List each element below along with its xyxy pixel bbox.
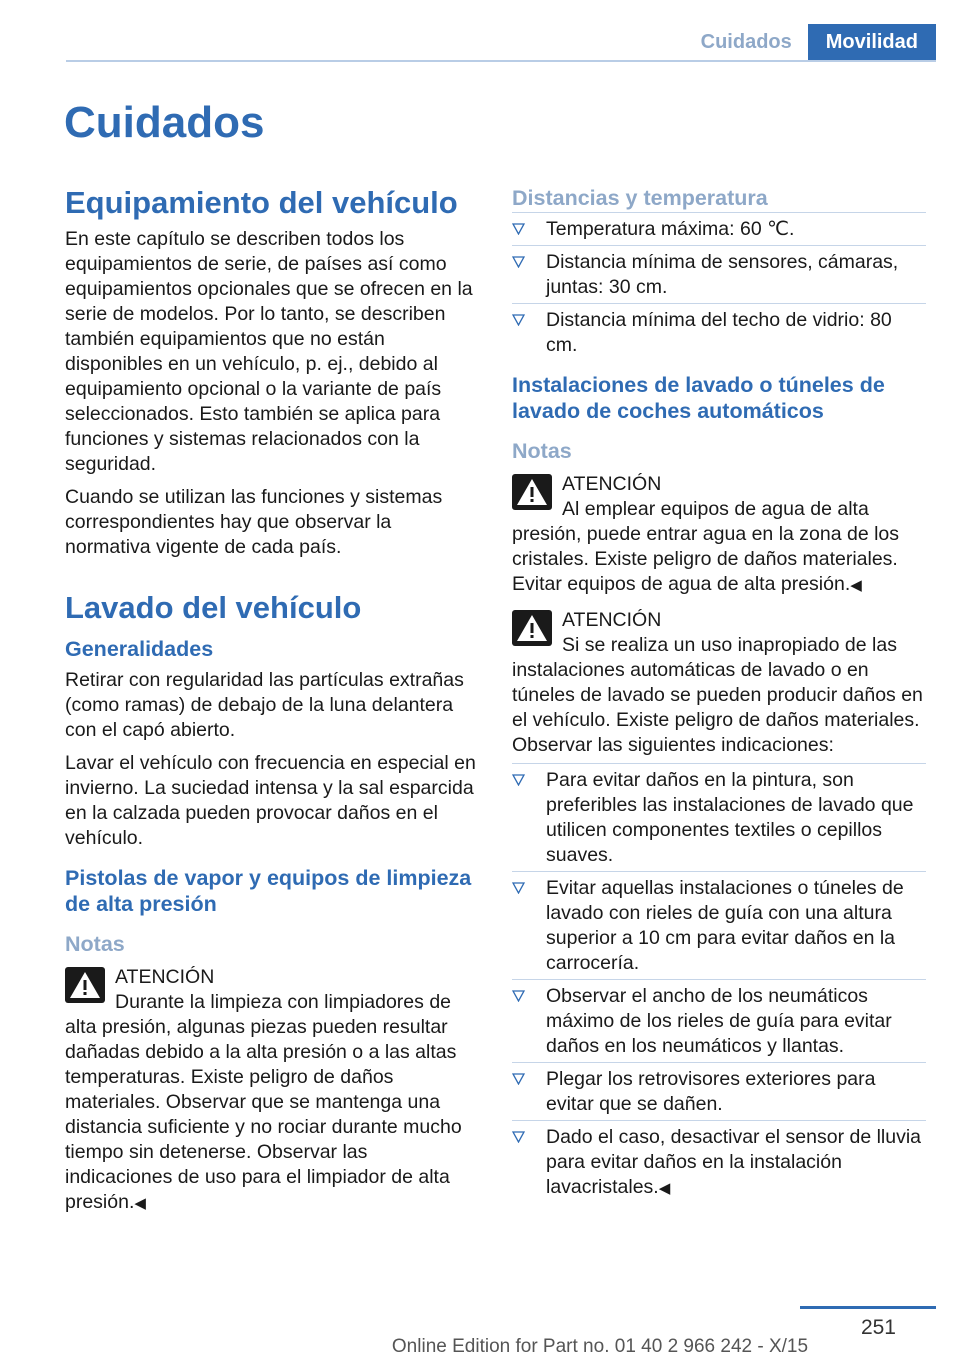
warning-triangle-icon <box>65 967 105 1003</box>
page-number: 251 <box>860 1316 896 1339</box>
tab-cuidados[interactable]: Cuidados <box>700 31 792 53</box>
warning-title: ATENCIÓN <box>562 609 662 631</box>
header-tabs <box>685 24 936 61</box>
warning-text: Durante la limpieza con limpiadores de alta presión, algunas piezas pueden resultar dañadas debido a la alta presión o a las altas temperaturas. Existe peligro de daños materiales. Observar que se mantenga una distancia suficiente y no rociar durante mucho tiempo sin detenerse. Observar las indicaciones de uso para el limpiador de alta presión. <box>65 991 462 1213</box>
triangle-bullet-icon <box>512 256 525 268</box>
tab-movilidad[interactable]: Movilidad <box>808 24 936 61</box>
list-item: Distancia mínima de sensores, cámaras, juntas: 30 cm. <box>512 250 926 300</box>
equipment-paragraph-1: En este capítulo se describen todos los equipamientos de serie, de países así como equipamientos opcionales que se ofrecen en la serie de modelos. Por lo tanto, se describen también equipamientos que no están disponibles en un vehículo, p. ej., debido al equipamiento opcional o la variante de país seleccionados. Esto también se aplica para funciones y sistemas relacionados con la seguridad. <box>65 228 473 475</box>
chapter-title: Cuidados <box>64 98 265 147</box>
warning-block <box>512 608 926 758</box>
distances-list <box>512 217 926 358</box>
footer-divider <box>800 1306 936 1309</box>
triangle-bullet-icon <box>512 314 525 326</box>
subheading-notes: Notas <box>65 932 125 956</box>
triangle-bullet-icon <box>512 1131 525 1143</box>
right-column <box>512 185 926 1209</box>
subheading-general: Generalidades <box>65 637 214 661</box>
subheading-distances: Distancias y temperatura <box>512 186 768 210</box>
warning-block <box>65 965 479 1216</box>
general-paragraph-1: Retirar con regularidad las partículas extrañas (como ramas) de debajo de la luna delantera con el capó abierto. <box>65 669 464 741</box>
warning-title: ATENCIÓN <box>562 473 662 495</box>
instructions-list <box>512 768 926 1201</box>
triangle-bullet-icon <box>512 990 525 1002</box>
equipment-paragraph-2: Cuando se utilizan las funciones y sistemas correspondientes hay que observar la normativa vigente de cada país. <box>65 486 443 558</box>
list-item: Temperatura máxima: 60 ℃. <box>512 217 926 242</box>
end-mark: ◀ <box>658 1180 671 1197</box>
subheading-car-wash: Instalaciones de lavado o túneles de lavado de coches automáticos <box>512 373 885 423</box>
warning-title: ATENCIÓN <box>115 966 215 988</box>
warning-block <box>512 472 926 598</box>
subheading-steam-pressure: Pistolas de vapor y equipos de limpieza de alta presión <box>65 866 472 916</box>
header-divider <box>66 60 936 62</box>
left-column <box>65 185 479 1226</box>
end-mark: ◀ <box>134 1195 146 1212</box>
warning-triangle-icon <box>512 610 552 646</box>
section-heading-equipment: Equipamiento del vehículo <box>65 185 458 220</box>
list-item: Evitar aquellas instalaciones o túneles de lavado con rieles de guía con una altura superior a 10 cm para evitar daños en la carrocería. <box>512 876 926 976</box>
list-item: Observar el ancho de los neumáticos máximo de los rieles de guía para evitar daños en los neumáticos y llantas. <box>512 984 926 1059</box>
list-item: Para evitar daños en la pintura, son preferibles las instalaciones de lavado que utilicen componentes textiles o cepillos suaves. <box>512 768 926 868</box>
end-mark: ◀ <box>850 577 862 594</box>
triangle-bullet-icon <box>512 774 525 786</box>
subheading-notes: Notas <box>512 439 572 463</box>
triangle-bullet-icon <box>512 223 525 235</box>
warning-text: Al emplear equipos de agua de alta presión, puede entrar agua en la zona de los cristales. Existe peligro de daños materiales. Evitar equipos de agua de alta presión. <box>512 498 900 595</box>
section-heading-washing: Lavado del vehículo <box>65 590 362 625</box>
list-item: Plegar los retrovisores exteriores para evitar que se dañen. <box>512 1067 926 1117</box>
warning-triangle-icon <box>512 474 552 510</box>
list-item: Distancia mínima del techo de vidrio: 80 cm. <box>512 308 926 358</box>
triangle-bullet-icon <box>512 1073 525 1085</box>
edition-footer: Online Edition for Part no. 01 40 2 966 242 - X/15 <box>391 1336 809 1357</box>
triangle-bullet-icon <box>512 882 525 894</box>
general-paragraph-2: Lavar el vehículo con frecuencia en especial en invierno. La suciedad intensa y la sal esparcida en la calzada pueden provocar daños en el vehículo. <box>65 752 476 849</box>
list-item: Dado el caso, desactivar el sensor de lluvia para evitar daños en la instalación lavacristales.◀ <box>512 1125 926 1201</box>
warning-text: Si se realiza un uso inapropiado de las instalaciones automáticas de lavado o en túneles de lavado se pueden producir daños en el vehículo. Existe peligro de daños materiales. Observar las siguientes indicaciones: <box>512 634 923 756</box>
